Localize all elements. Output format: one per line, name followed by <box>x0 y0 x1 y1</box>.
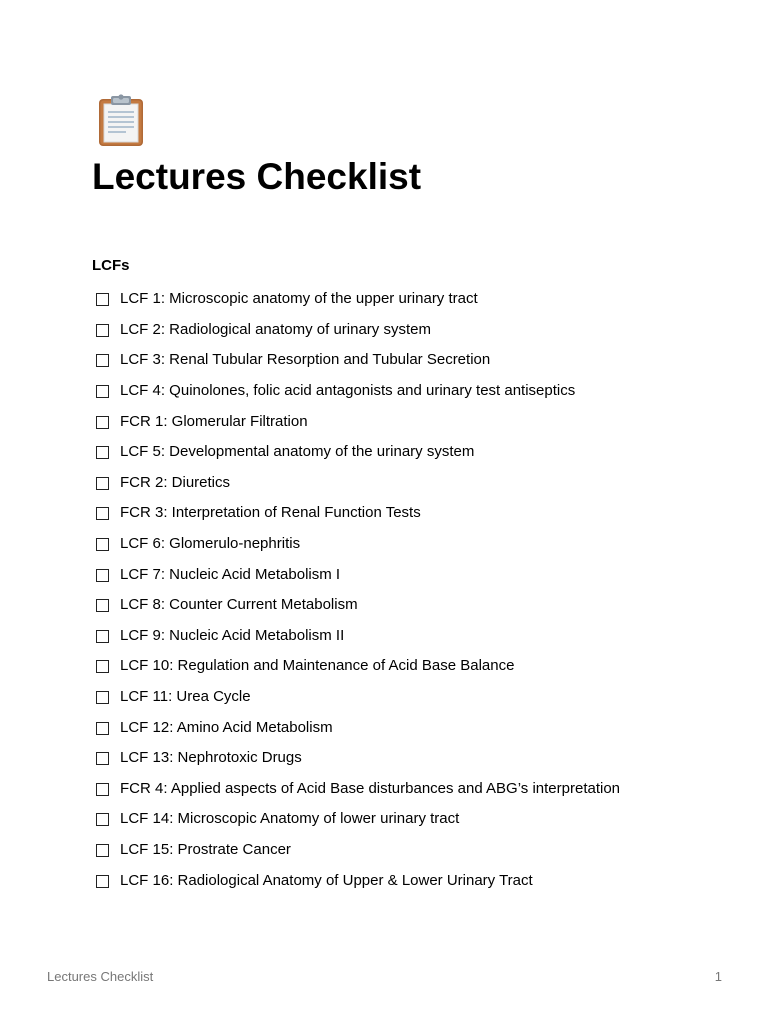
checkbox[interactable] <box>96 416 109 429</box>
checklist-item-label: LCF 16: Radiological Anatomy of Upper & Lower Urinary Tract <box>120 871 533 889</box>
checklist-item <box>96 498 716 529</box>
checkbox[interactable] <box>96 783 109 796</box>
checklist-item-label: LCF 15: Prostrate Cancer <box>120 840 291 858</box>
checkbox[interactable] <box>96 446 109 459</box>
checklist-item <box>96 651 716 682</box>
checkbox[interactable] <box>96 354 109 367</box>
checkbox[interactable] <box>96 507 109 520</box>
checkbox[interactable] <box>96 569 109 582</box>
checklist-item-label: LCF 13: Nephrotoxic Drugs <box>120 749 302 767</box>
checklist-item <box>96 774 716 805</box>
checklist-item <box>96 284 716 315</box>
checklist-item-label: LCF 10: Regulation and Maintenance of Acid Base Balance <box>120 657 515 675</box>
checklist-item-label: LCF 12: Amino Acid Metabolism <box>120 718 333 736</box>
checklist-item <box>96 468 716 499</box>
checklist-item-label: LCF 7: Nucleic Acid Metabolism I <box>120 565 341 583</box>
checkbox[interactable] <box>96 875 109 888</box>
checklist-item-label: LCF 14: Microscopic Anatomy of lower urinary tract <box>120 810 460 828</box>
checklist-item <box>96 835 716 866</box>
checkbox[interactable] <box>96 538 109 551</box>
checkbox[interactable] <box>96 599 109 612</box>
checklist-item <box>96 682 716 713</box>
checkbox[interactable] <box>96 630 109 643</box>
checklist-item <box>96 529 716 560</box>
lecture-checklist <box>96 284 716 896</box>
checkbox[interactable] <box>96 293 109 306</box>
clipboard-icon <box>96 94 148 148</box>
checklist-item <box>96 712 716 743</box>
checklist-item-label: LCF 4: Quinolones, folic acid antagonists and urinary test antiseptics <box>120 382 576 400</box>
checklist-item-label: LCF 1: Microscopic anatomy of the upper urinary tract <box>120 290 478 308</box>
section-heading: LCFs <box>92 257 130 274</box>
checklist-item <box>96 376 716 407</box>
checklist-item <box>96 621 716 652</box>
checklist-item-label: LCF 2: Radiological anatomy of urinary system <box>120 320 431 338</box>
checkbox[interactable] <box>96 324 109 337</box>
page-number: 1 <box>714 969 722 984</box>
checkbox[interactable] <box>96 813 109 826</box>
checklist-item-label: FCR 4: Applied aspects of Acid Base disturbances and ABG’s interpretation <box>120 779 621 797</box>
checkbox[interactable] <box>96 844 109 857</box>
checkbox[interactable] <box>96 722 109 735</box>
checklist-item-label: LCF 11: Urea Cycle <box>120 688 251 706</box>
checklist-item-label: FCR 1: Glomerular Filtration <box>120 412 308 430</box>
page-title: Lectures Checklist <box>92 156 422 197</box>
checkbox[interactable] <box>96 752 109 765</box>
checklist-item <box>96 804 716 835</box>
checkbox[interactable] <box>96 477 109 490</box>
checklist-item <box>96 315 716 346</box>
checklist-item <box>96 437 716 468</box>
checklist-item <box>96 345 716 376</box>
checkbox[interactable] <box>96 691 109 704</box>
checklist-item <box>96 743 716 774</box>
checkbox[interactable] <box>96 385 109 398</box>
checklist-item-label: LCF 3: Renal Tubular Resorption and Tubular Secretion <box>120 351 491 369</box>
checkbox[interactable] <box>96 660 109 673</box>
checklist-item <box>96 559 716 590</box>
checklist-item <box>96 406 716 437</box>
checklist-item-label: LCF 8: Counter Current Metabolism <box>120 596 358 614</box>
checklist-item-label: LCF 9: Nucleic Acid Metabolism II <box>120 626 345 644</box>
checklist-item <box>96 590 716 621</box>
checklist-item-label: LCF 6: Glomerulo-nephritis <box>120 535 301 553</box>
checklist-item-label: FCR 2: Diuretics <box>120 473 231 491</box>
checklist-item-label: FCR 3: Interpretation of Renal Function Tests <box>120 504 421 522</box>
checklist-item-label: LCF 5: Developmental anatomy of the urinary system <box>120 443 475 461</box>
footer-title: Lectures Checklist <box>47 969 154 984</box>
checklist-item <box>96 865 716 896</box>
